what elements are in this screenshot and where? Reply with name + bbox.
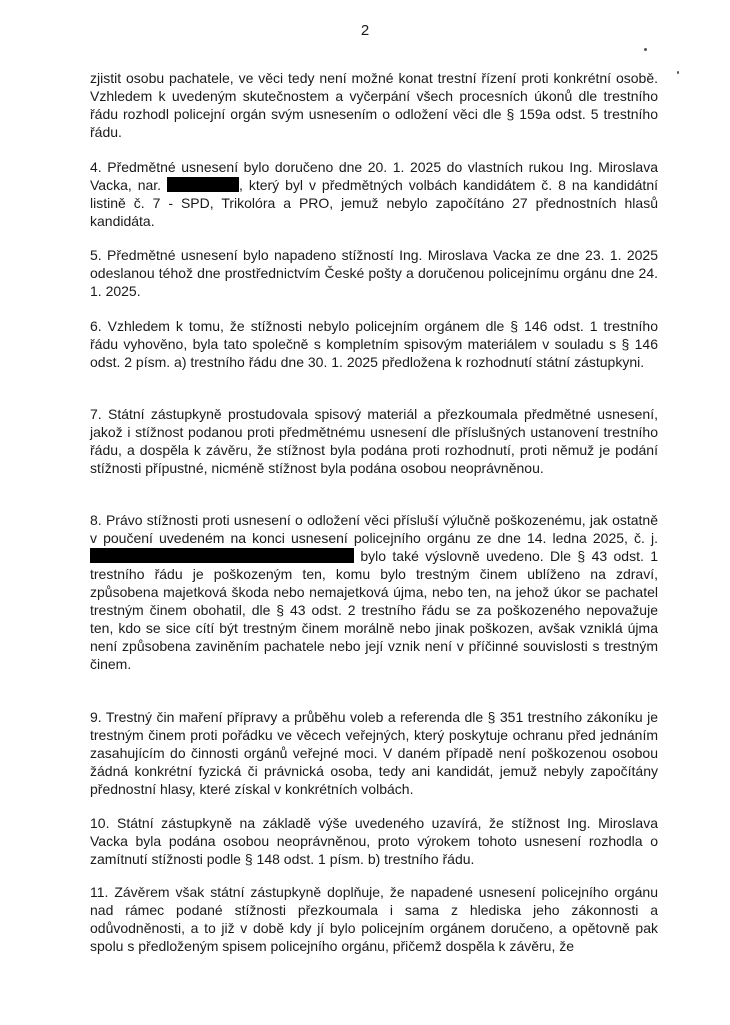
scan-speck <box>644 48 647 51</box>
redaction-box <box>167 177 239 192</box>
paragraph-11 <box>90 883 658 955</box>
scan-speck <box>677 71 679 74</box>
paragraph-text: 5. Předmětné usnesení bylo napadeno stížností Ing. Miroslava Vacka ze dne 23. 1. 2025 odeslanou téhož dne prostřednictvím České pošty a doručenou policejnímu orgánu dne 24. 1. 2025. <box>90 247 658 299</box>
paragraph-5 <box>90 246 658 300</box>
paragraph-text: 11. Závěrem však státní zástupkyně doplňuje, že napadené usnesení policejního orgánu nad rámec podané stížnosti přezkoumala i sama z hlediska jeho zákonnosti a odůvodněnosti, a to již v době kdy jí bylo policejním orgánem doručeno, a opětovně pak spolu s předloženým spisem policejního orgánu, přičemž dospěla k závěru, že <box>90 884 658 954</box>
paragraph-text: zjistit osobu pachatele, ve věci tedy není možné konat trestní řízení proti konkrétní osobě. Vzhledem k uvedeným skutečnostem a vyčerpání všech procesních úkonů dle trestního řádu rozhodl policejní orgán svým usnesením o odložení věci dle § 159a odst. 5 trestního řádu. <box>90 70 658 140</box>
paragraph-text: 6. Vzhledem k tomu, že stížnosti nebylo policejním orgánem dle § 146 odst. 1 trestního řádu vyhověno, byla tato společně s kompletním spisovým materiálem v souladu s § 146 odst. 2 písm. a) trestního řádu dne 30. 1. 2025 předložena k rozhodnutí státní zástupkyni. <box>90 318 658 370</box>
paragraph-text: 7. Státní zástupkyně prostudovala spisový materiál a přezkoumala předmětné usnesení, jakož i stížnost podanou proti předmětnému usnesení dle příslušných ustanovení trestního řádu, a dospěla k závěru, že stížnost byla podána proti rozhodnutí, proti němuž je podání stížnosti přípustné, nicméně stížnost byla podána osobou neoprávněnou. <box>90 406 658 476</box>
paragraph-4 <box>90 158 658 230</box>
paragraph-8 <box>90 511 658 673</box>
paragraph-intro <box>90 69 658 141</box>
paragraph-6 <box>90 317 658 371</box>
paragraph-text: 9. Trestný čin maření přípravy a průběhu voleb a referenda dle § 351 trestního zákoníku je trestným činem proti pořádku ve věcech veřejných, který poskytuje ochranu před jednáním zasahujícím do činnosti orgánů veřejné moci. V daném případě není poškozenou osobou žádná konkrétní fyzická či právnická osoba, tedy ani kandidát, jemuž nebyly započítány přednostní hlasy, které získal v konkrétních volbách. <box>90 709 658 797</box>
paragraph-9 <box>90 708 658 798</box>
paragraph-text: , který byl v předmětných volbách kandidátem č. 8 na kandidátní listině č. 7 - SPD, Trikolóra a PRO, jemuž nebylo započítáno 27 přednostních hlasů kandidáta. <box>90 177 658 229</box>
paragraph-text: bylo také výslovně uvedeno. Dle § 43 odst. 1 trestního řádu je poškozeným ten, komu bylo trestným činem ublíženo na zdraví, způsobena majetková škoda nebo nemajetková újma, nebo ten, na jehož úkor se pachatel trestným činem obohatil, dle § 43 odst. 2 trestního řádu se za poškozeného nepovažuje ten, kdo se sice cítí být trestným činem morálně nebo jinak poškozen, avšak vzniklá újma není způsobena zaviněním pachatele nebo její vznik není v příčinné souvislosti s trestným činem. <box>90 548 659 672</box>
paragraph-text: 8. Právo stížnosti proti usnesení o odložení věci přísluší výlučně poškozenému, jak ostatně v poučení uvedeném na konci usnesení policejního orgánu ze dne 14. ledna 2025, č. j. <box>90 512 658 546</box>
page-number: 2 <box>360 22 370 39</box>
paragraph-10 <box>90 814 658 868</box>
redaction-box <box>90 548 354 563</box>
paragraph-text: 10. Státní zástupkyně na základě výše uvedeného uzavírá, že stížnost Ing. Miroslava Vacka byla podána osobou neoprávněnou, proto výrokem tohoto usnesení rozhodla o zamítnutí stížnosti podle § 148 odst. 1 písm. b) trestního řádu. <box>90 815 658 867</box>
paragraph-7 <box>90 405 658 477</box>
paragraph-text: 4. Předmětné usnesení bylo doručeno dne 20. 1. 2025 do vlastních rukou Ing. Miroslava Vacka, nar. <box>90 159 658 193</box>
